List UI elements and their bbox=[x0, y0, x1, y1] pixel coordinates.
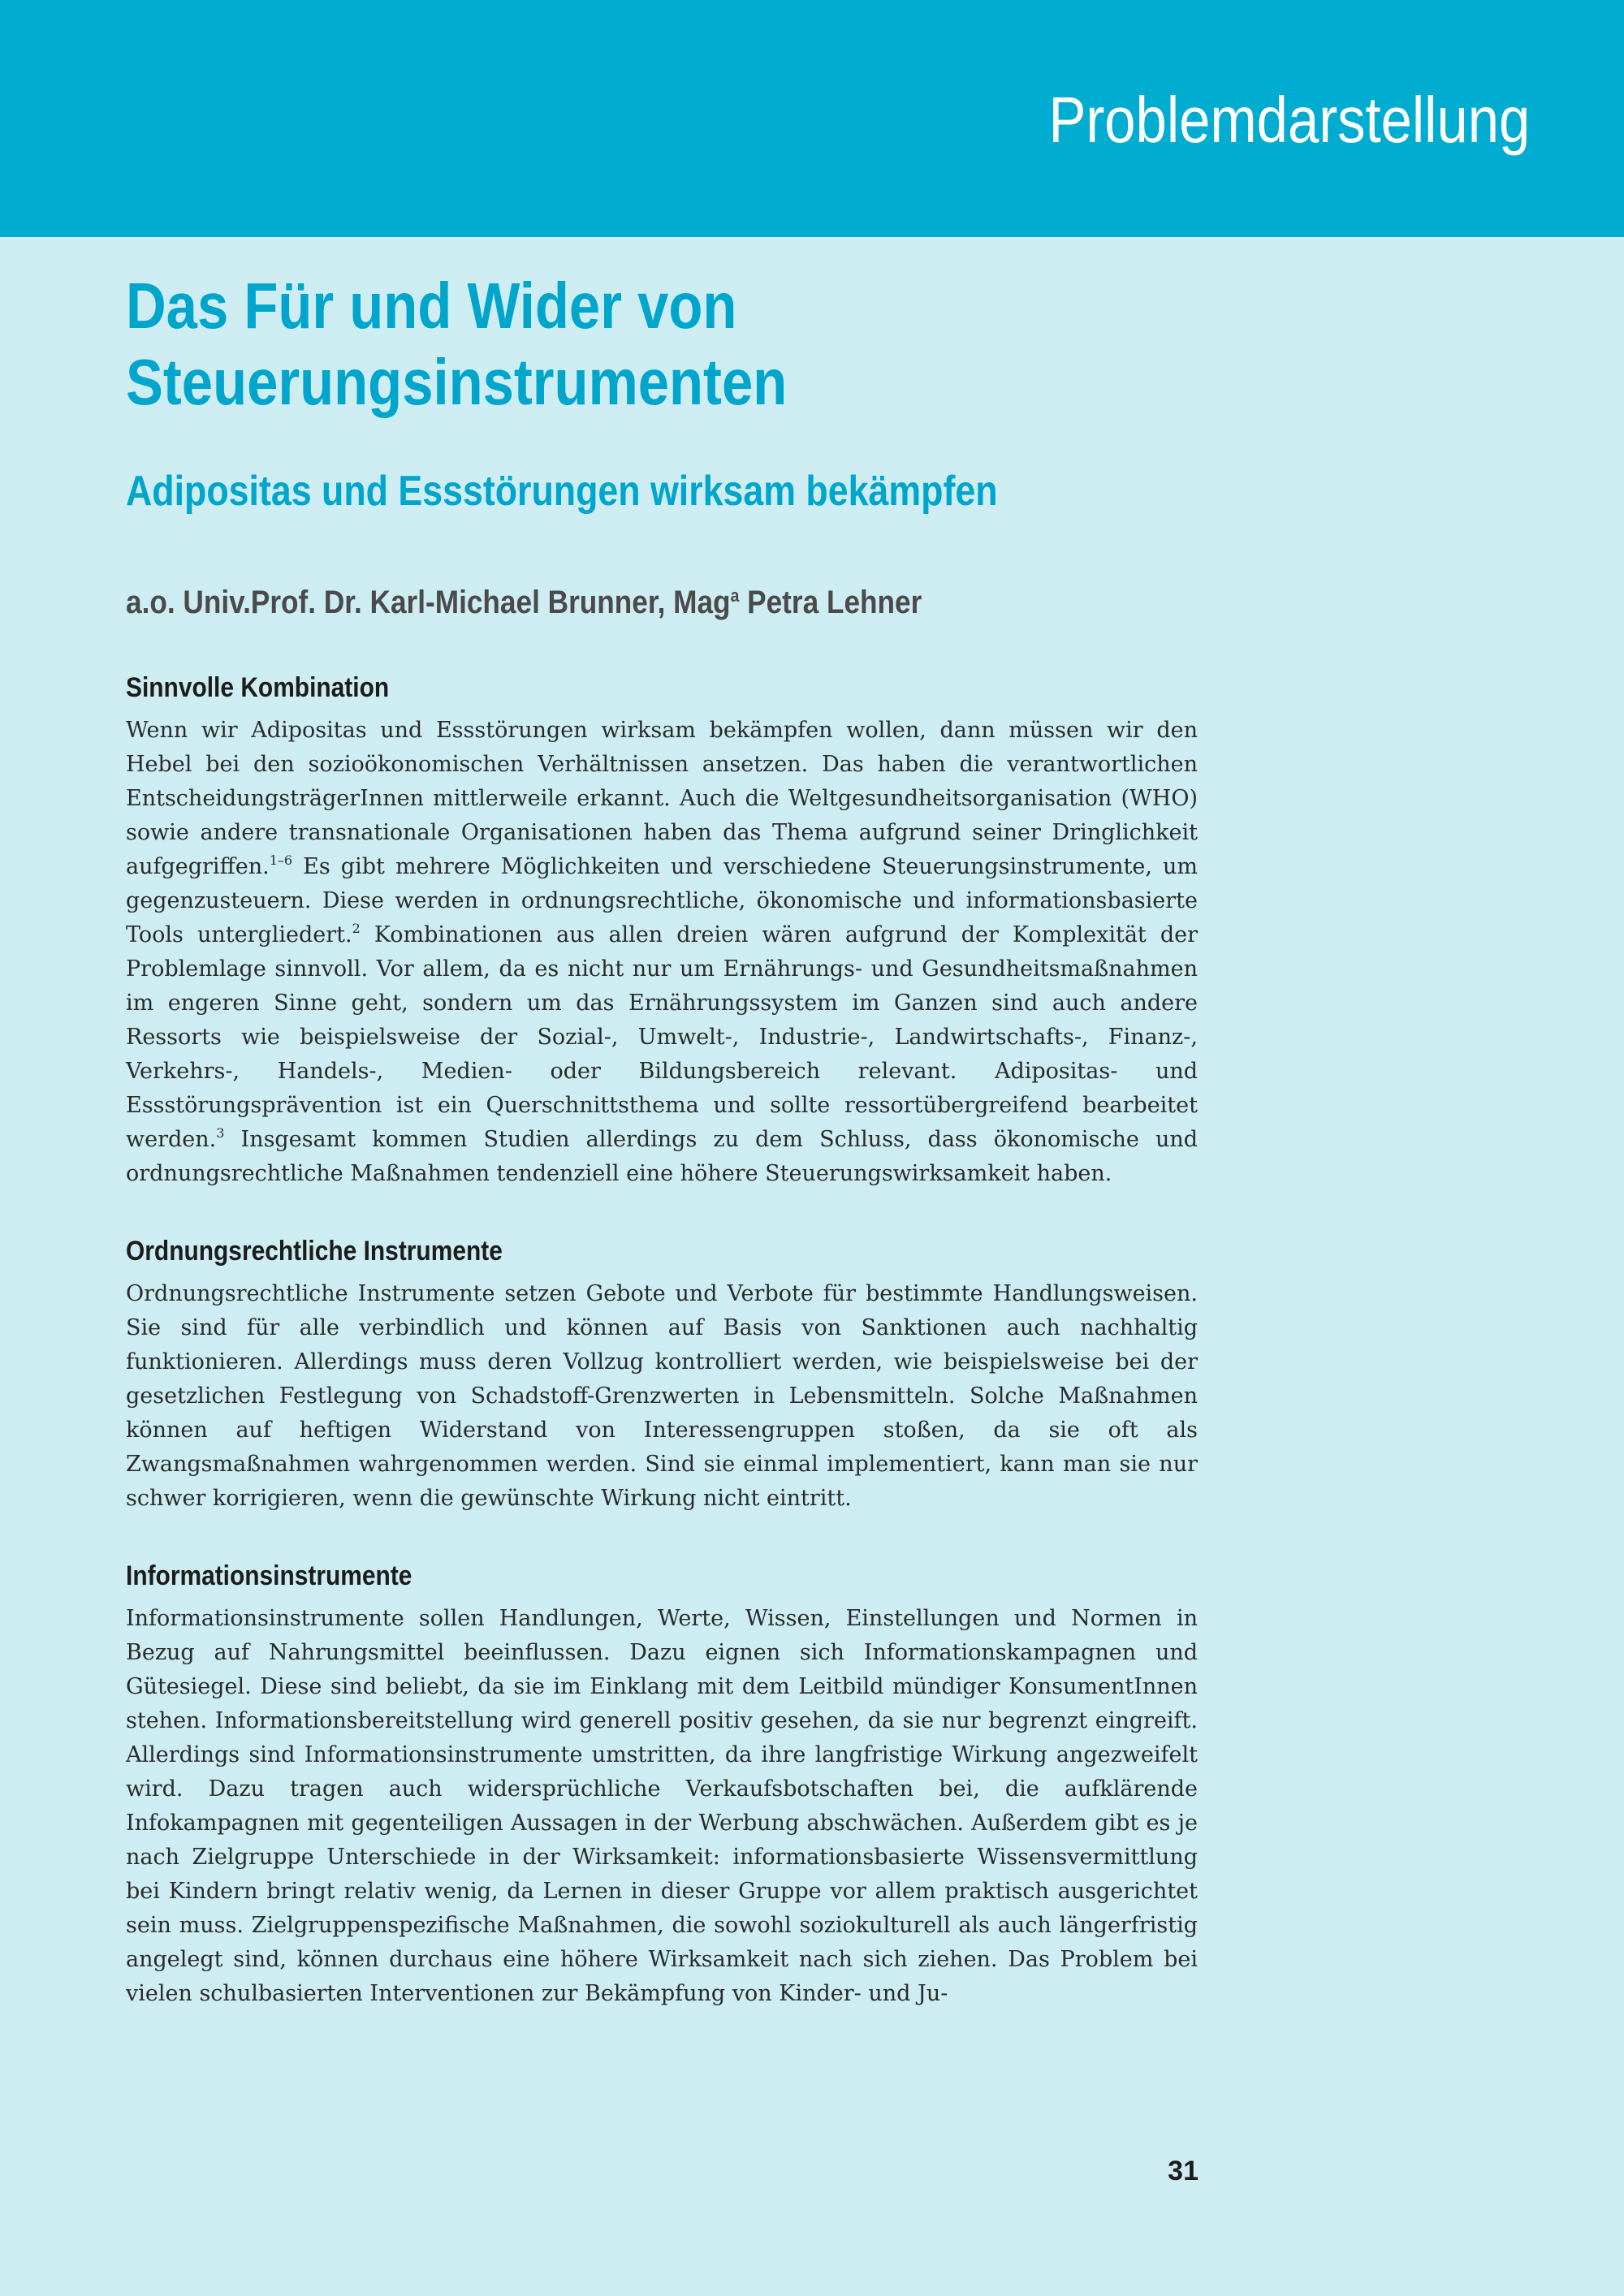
section-heading: Ordnungsrechtliche Instrumente bbox=[126, 1236, 503, 1267]
article-subtitle: Adipositas und Essstörungen wirksam bekämpfen bbox=[126, 468, 998, 515]
footnote-ref: 1–6 bbox=[269, 852, 293, 868]
footnote-ref: 2 bbox=[352, 921, 361, 936]
article bbox=[126, 268, 1198, 2011]
body-segment: Kombinationen aus allen dreien wären aufgrund der Komplexität der Problemlage sinnvoll. Vor allem, da es nicht nur um Ernährungs- und Gesundheitsmaßnahmen im engeren Sinne geht, sondern um das Ernährungssystem im Ganzen sind auch andere Ressorts wie beispielsweise der Sozial-, Umwelt-, Industrie-, Landwirtschafts-, Finanz-, Verkehrs-, Handels-, Medien- oder Bildungsbereich relevant. Adipositas- und Essstörungsprävention ist ein Querschnittsthema und sollte ressortübergreifend bearbeitet werden. bbox=[126, 922, 1198, 1152]
section-sinnvolle-kombination bbox=[126, 670, 1198, 1191]
section-heading: Sinnvolle Kombination bbox=[126, 672, 390, 703]
article-title bbox=[126, 268, 1047, 421]
section-heading: Informationsinstrumente bbox=[126, 1560, 412, 1591]
authors-part-1: a.o. Univ.Prof. Dr. Karl-Michael Brunner, Mag bbox=[126, 585, 731, 620]
section-label: Problemdarstellung bbox=[1048, 84, 1530, 156]
page-number: 31 bbox=[1168, 2156, 1199, 2186]
body-segment: Wenn wir Adipositas und Essstörungen wirksam bekämpfen wollen, dann müssen wir den Hebel bei den sozioökonomischen Verhältnissen ansetzen. Das haben die verantwortlichen EntscheidungsträgerInnen mittlerweile erkannt. Auch die Weltgesundheitsorganisation (WHO) sowie andere transnationale Organisationen haben das Thema aufgrund seiner Dringlichkeit aufgegriffen. bbox=[126, 718, 1198, 879]
header-band bbox=[0, 0, 1624, 237]
authors bbox=[126, 576, 1069, 623]
body-segment: Es gibt mehrere Möglichkeiten und verschiedene Steuerungsinstrumente, um gegenzusteuern. Diese werden in ordnungsrechtliche, ökonomische und informationsbasierte Tools untergliedert. bbox=[126, 854, 1198, 947]
title-line-2: Steuerungsinstrumenten bbox=[126, 346, 788, 418]
authors-part-2: Petra Lehner bbox=[739, 585, 922, 620]
footnote-ref: 3 bbox=[216, 1125, 225, 1141]
body-segment: Insgesamt kommen Studien allerdings zu dem Schluss, dass ökonomische und ordnungsrechtliche Maßnahmen tendenziell eine höhere Steuerungswirksamkeit haben. bbox=[126, 1127, 1198, 1186]
section-ordnungsrechtliche-instrumente bbox=[126, 1233, 1198, 1516]
section-body: Ordnungsrechtliche Instrumente setzen Gebote und Verbote für bestimmte Handlungsweisen. Sie sind für alle verbindlich und können auf Basis von Sanktionen auch nachhaltig funktionieren. Allerdings muss deren Vollzug kontrolliert werden, wie beispielsweise bei der gesetzlichen Festlegung von Schadstoff-Grenzwerten in Lebensmitteln. Solche Maßnahmen können auf heftigen Widerstand von Interessengruppen stoßen, da sie oft als Zwangsmaßnahmen wahrgenommen werden. Sind sie einmal implementiert, kann man sie nur schwer korrigieren, wenn die gewünschte Wirkung nicht eintritt. bbox=[126, 1281, 1198, 1511]
section-informationsinstrumente bbox=[126, 1558, 1198, 2011]
section-body bbox=[126, 714, 1198, 1191]
title-line-1: Das Für und Wider von bbox=[126, 270, 737, 342]
authors-sup: a bbox=[730, 585, 740, 606]
section-body: Informationsinstrumente sollen Handlungen, Werte, Wissen, Einstellungen und Normen in Bezug auf Nahrungsmittel beeinflussen. Dazu eignen sich Informationskampagnen und Gütesiegel. Diese sind beliebt, da sie im Einklang mit dem Leitbild mündiger KonsumentInnen stehen. Informationsbereitstellung wird generell positiv gesehen, da sie nur begrenzt eingreift. Allerdings sind Informationsinstrumente umstritten, da ihre langfristige Wirkung angezweifelt wird. Dazu tragen auch widersprüchliche Verkaufsbotschaften bei, die aufklärende Infokampagnen mit gegenteiligen Aussagen in der Werbung abschwächen. Außerdem gibt es je nach Zielgruppe Unterschiede in der Wirksamkeit: informationsbasierte Wissensvermittlung bei Kindern bringt relativ wenig, da Lernen in dieser Gruppe vor allem praktisch ausgerichtet sein muss. Zielgruppenspezifische Maßnahmen, die sowohl soziokulturell als auch längerfristig angelegt sind, können durchaus eine höhere Wirksamkeit nach sich ziehen. Das Problem bei vielen schulbasierten Interventionen zur Bekämpfung von Kinder- und Ju- bbox=[126, 1606, 1198, 2006]
